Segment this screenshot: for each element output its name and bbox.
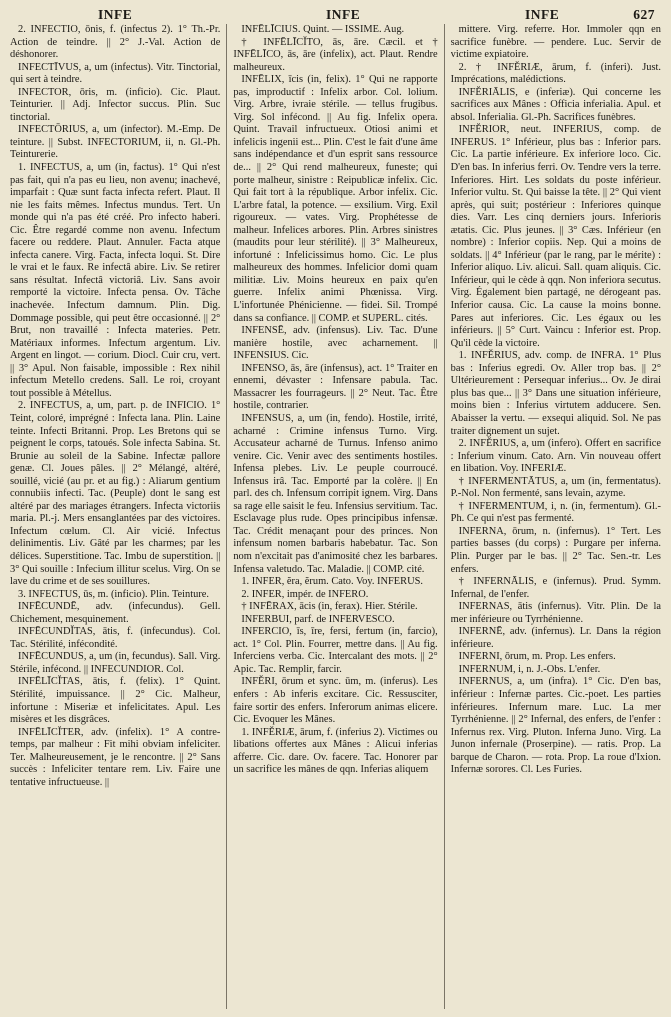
dictionary-entry: 2. INFECTIO, ōnis, f. (infectus 2). 1° Th.-Pr. Action de teindre. || 2° J.-Val. Action de déshonorer.: [10, 24, 221, 61]
dictionary-entry: INFERBUI, parf. de INFERVESCO.: [241, 613, 395, 625]
dictionary-entry: INFERNI, ōrum, m. Prop. Les enfers.: [458, 651, 616, 663]
page-number: 627: [633, 7, 655, 22]
dictionary-entry: INFĒCUNDUS, a, um (in, fecundus). Sall. Virg. Stérile, infécond. || INFECUNDIOR. Col.: [10, 651, 221, 675]
dictionary-entry: † INFERNĀLIS, e (infernus). Prud. Symm. Infernal, de l'enfer.: [450, 576, 661, 600]
dictionary-entry: 1. INFĔRIUS, adv. comp. de INFRA. 1° Plus bas : Inferius egredi. Ov. Aller trop bas. || 2° Ultérieurement : Persequar inferius... Ov. Je dirai plus bas que... || 3° Dans une situation inférieure, moins bien : Inferius virtutem adducere. Sen. Abaisser la vertu. — exsequi aliquid. Sol. Ne pas traiter dignement un sujet.: [450, 350, 661, 437]
dictionary-entry: † INFĒLĪCĬTO, ās, āre. Cæcil. et † INFĒLĪCO, ās, āre (infelix), act. Plaut. Rendre malheureux.: [233, 36, 438, 73]
dictionary-entry: † INFERMENTUM, i, n. (in, fermentum). Gl.-Ph. Ce qui n'est pas fermenté.: [450, 500, 661, 525]
dictionary-entry: INFECTOR, ōris, m. (inficio). Cic. Plaut. Teinturier. || Adj. Infector succus. Plin. Suc tinctorial.: [10, 86, 221, 123]
dictionary-entry: INFENSO, ās, āre (infensus), act. 1° Traiter en ennemi, dévaster : Infensare pabula. Tac. Massacrer les fourrageurs. || 2° Neut. Tac. Être hostile, contrarier.: [233, 362, 438, 412]
dictionary-entry: INFĔRIĀLIS, e (inferiæ). Qui concerne les sacrifices aux Mânes : Officia inferialia. Apul. et absol. Inferialia. Gl.-Ph. Sacrifices funèbres.: [450, 86, 661, 123]
dictionary-entry: 1. INFECTUS, a, um (in, factus). 1° Qui n'est pas fait, qui n'a pas eu lieu, non avenu; inachevé, imparfait : Quæ sunt facta infecta refert. Plaut. Il nie les faits mêmes. Infectus mundus. Tert. Un monde qui n'a pas été créé. Pro infecto haberi. Cic. Être regardé comme non avenu. Infectum facere ou reddere. Plaut. Annuler. Facta atque infecta canere. Virg. Facta, infecta loqui. St. Dire le vrai et le faux. Re infectâ abire. Liv. Se retirer sans résultat. Infectâ victoriâ. Liv. Sans avoir remporté la victoire. Infecta pensa. Ov. Tâche inachevée. Infectum damnum. Plin. Dig. Dommage possible, qui peut être occasionné. || 2° Brut, non travaillé : Infecta materies. Petr. Matériaux informes. Infectum argentum. Liv. Argent en lingot. — corium. Diocl. Cuir cru, vert. || 3° Apul. Non faisable, impossible : Rex nihil infectum Metello credens. Sall. Le roi, croyant tout possible à Métellus.: [10, 162, 221, 399]
dictionary-entry: INFĔRI, ōrum et sync. ūm, m. (inferus). Les enfers : Ab inferis excitare. Cic. Ressusciter, faire sortir des enfers. Inferorum animas elicere. Cic. Evoquer les Mânes.: [233, 676, 438, 726]
dictionary-entry: INFECTŌRIUS, a, um (infector). M.-Emp. De teinture. || Subst. INFECTORIUM, ii, n. Gl.-Ph. Teinturerie.: [10, 124, 221, 161]
dictionary-entry: 2. INFĔRIUS, a, um (infero). Offert en sacrifice : Inferium vinum. Cato. Arn. Vin nouveau offert en libation. Voy. INFERIÆ.: [450, 438, 661, 475]
dictionary-entry: INFĒLĪCĬTER, adv. (infelix). 1° A contre-temps, par malheur : Fit mihi obviam infeliciter. Ter. Malheureusement, je le rencontre. || 2° Sans succès : Infeliciter tentare rem. Liv. Faire une tentative infructueuse. ||: [10, 726, 221, 788]
running-head-right: INFE: [525, 7, 560, 22]
dictionary-entry: INFENSĒ, adv. (infensus). Liv. Tac. D'une manière hostile, avec acharnement. || INFENSIUS. Cic.: [233, 325, 438, 362]
dictionary-entry: 2. † INFĔRIÆ, ārum, f. (inferi). Just. Imprécations, malédictions.: [450, 61, 661, 86]
dictionary-entry: 2. INFECTUS, a, um, part. p. de INFICIO. 1° Teint, coloré, imprégné : Infecta lana. Plin. Laine teinte. Infecti Britanni. Prop. Les Bretons qui se peignent le corps, tatoués. Sole infecta Sabina. St. Brunie au soleil de la Sabine. Infectæ pallore genæ. Cl. Joues pâles. || 2° Mélangé, altéré, souillé, vicié (au pr. et au fig.) : Aliarum gentium connubiis infecti. Tac. (Peuple) dont le sang est altéré par des mariages étrangers. Infecta victoriis maria. Pl.-j. Mers ensanglantées par des victoires. Infectum cœlum. Cl. Air vicié. Infectus delinimentis. Liv. Gâté par les charmes; par les délices. Superstitione. Tac. Imbu de superstition. || 3° Qui souille : Infecium illitur scelus. Virg. On se lave du crime et de ses souillures.: [10, 400, 221, 588]
dictionary-entry: 3. INFECTUS, ūs, m. (inficio). Plin. Teinture.: [18, 588, 210, 600]
running-head-left: INFE: [98, 7, 133, 22]
dictionary-entry: 2. INFER, impér. de INFERO.: [241, 588, 369, 600]
dictionary-entry: INFĔRIOR, neut. INFERIUS, comp. de INFERUS. 1° Inférieur, plus bas : Inferior pars. Cic. La partie inférieure. Ex inferiore loco. Cic. D'en bas. In inferius ferri. Ov. Tendre vers la terre. Inferiores. Hirt. Les soldats du poste inférieur. Inferior vultu. St. Qui baisse la tête. || 2° Qui vient après, qui suit; postérieur : Inferiores quinque dies. Varr. Les cinq derniers jours. Inferioris ætatis. Cic. Plus jeunes. || 3° Cæs. Inférieur (en nombre) : Inferior copiis. Nep. Qui a moins de soldats. || 4° Inférieur (par le rang, par le mérite) : Inferior aliquo. Liv. alicui. Sall. quam aliquis. Cic. Inférieur, qui le cède à qqn. Non inferiora secutus. Virg. Également bien partagé, ne dérogeant pas. Inferior causa. Cic. La cause la moins bonne. Pares aut inferiores. Cic. Les égaux ou les inférieurs. || 5° Curt. Vaincu : Inferior est. Prop. Qu'il cède la victoire.: [450, 124, 661, 349]
column-right: [451, 24, 661, 1009]
column-left: [10, 24, 220, 1009]
dictionary-entry: INFĒCUNDĬTAS, ātis, f. (infecundus). Col. Tac. Stérilité, infécondité.: [10, 626, 221, 650]
dictionary-entry: INFECTĪVUS, a, um (infectus). Vitr. Tinctorial, qui sert à teindre.: [10, 61, 221, 86]
dictionary-entry: † INFĒRAX, ācis (in, ferax). Hier. Stérile.: [241, 601, 418, 613]
dictionary-entry: INFĒLĪCĬTAS, ātis, f. (felix). 1° Quint. Stérilité, impuissance. || 2° Cic. Malheur, infortune : Miseriæ et infelicitates. Apul. Les misères et les disgrâces.: [10, 676, 221, 726]
dictionary-entry: INFERNĒ, adv. (infernus). Lr. Dans la région inférieure.: [450, 626, 661, 650]
dictionary-entry: INFĒLIX, īcis (in, felix). 1° Qui ne rapporte pas, improductif : Infelix arbor. Col. lolium. Virg. Arbre, ivraie stérile. — tellus frugibus. Virg. Sol infécond. || Au fig. Infelix opera. Quint. Travail infructueux. Otiosi animi et infelicis ingenii est... Plin. C'est le fait d'une âme sans indépendance et d'un esprit sans ressource de... || 2° Qui rend malheureux, funeste; qui porte malheur, sinistre : Reipublicæ infelix. Cic. Qui fait tort à la république. Arbor infelix. Cic. L'arbre fatal, la potence. — exsilium. Virg. Exil rigoureux. — vates. Virg. Prophétesse de malheur. Infelices arbores. Plin. Arbres sinistres (maudits pour leur stérilité). || 3° Malheureux, infortuné : Infelicissimus homo. Cic. Le plus malheureux des hommes. Infelicior domi quam militiæ. Liv. Moins heureux en paix qu'en guerre. Infelix animi Phœnissa. Virg. L'infortunée Phénicienne. — fidei. Sil. Trompé dans sa confiance. || COMP. et SUPERL. cités.: [233, 74, 438, 324]
dictionary-entry: † INFERMENTĀTUS, a, um (in, fermentatus). P.-Nol. Non fermenté, sans levain, azyme.: [450, 475, 661, 500]
dictionary-entry: INFERNAS, ātis (infernus). Vitr. Plin. De la mer inférieure ou Tyrrhénienne.: [450, 601, 661, 625]
running-head-center: INFE: [326, 7, 361, 22]
dictionary-entry: INFERNA, ōrum, n. (infernus). 1° Tert. Les parties basses (du corps) : Purgare per inferna. Plin. Purger par le bas. || 2° Tac. Sen.-tr. Les enfers.: [450, 525, 661, 575]
dictionary-entry: INFERNUM, i, n. J.-Obs. L'enfer.: [458, 663, 601, 675]
dictionary-entry: 1. INFĔRIÆ, ārum, f. (inferius 2). Victimes ou libations offertes aux Mânes : Alicui inferias afferre. Cic. dare. Ov. facere. Tac. Honorer par un sacrifice les mânes de qqn. Inferias aliquem: [233, 726, 438, 776]
dictionary-entry: mittere. Virg. referre. Hor. Immoler qqn en sacrifice funèbre. — pendere. Luc. Servir de victime expiatoire.: [450, 24, 661, 61]
dictionary-entry: INFERNUS, a, um (infra). 1° Cic. D'en bas, inférieur : Infernæ partes. Cic.-poet. Les parties inférieures. Infernum mare. Luc. La mer Tyrrhénienne. || 2° Infernal, des enfers, de l'enfer : Infernus rex. Virg. Pluton. Inferna Juno. Virg. La Junon infernale (Proserpine). — ratis. Prop. La barque de Charon. — rota. Prop. La roue d'Ixion. Infernæ sorores. Cl. Les Furies.: [450, 676, 661, 776]
dictionary-entry: INFĒCUNDĒ, adv. (infecundus). Gell. Chichement, mesquinement.: [10, 601, 221, 625]
dictionary-entry: 1. INFER, ĕra, ĕrum. Cato. Voy. INFERUS.: [241, 576, 423, 588]
column-middle: [226, 24, 444, 1009]
dictionary-entry: INFĒLĪCIUS. Quint. — ISSIME. Aug.: [241, 24, 405, 35]
dictionary-entry: INFERCIO, īs, īre, fersi, fertum (in, farcio), act. 1° Col. Plin. Fourrer, mettre dans. || Au fig. Inferciens verba. Cic. Intercalant des mots. || 2° Apic. Tac. Remplir, farcir.: [233, 626, 438, 675]
dictionary-entry: INFENSUS, a, um (in, fendo). Hostile, irrité, acharné : Crimine infensus Turno. Virg. Accusateur acharné de Turnus. Infenso animo venire. Cic. Venir avec des sentiments hostiles. Infensa plebes. Liv. Le peuple courroucé. Infensus irâ. Tac. Emporté par la colère. || En parl. des ch. Infensum corripit ignem. Virg. Dans sa rage elle saisit le feu. Infensius servitium. Tac. Esclavage plus rude. Opes principibus infensæ. Tac. Crédit menaçant pour des princes. Non infensum nomen barbaris habebatur. Tac. Son nom n'excitait pas d'animosité chez les barbares. Infensa valetudo. Tac. Maladie. || COMP. cité.: [233, 412, 438, 575]
page-header: [10, 4, 661, 24]
text-columns: [10, 24, 661, 1009]
